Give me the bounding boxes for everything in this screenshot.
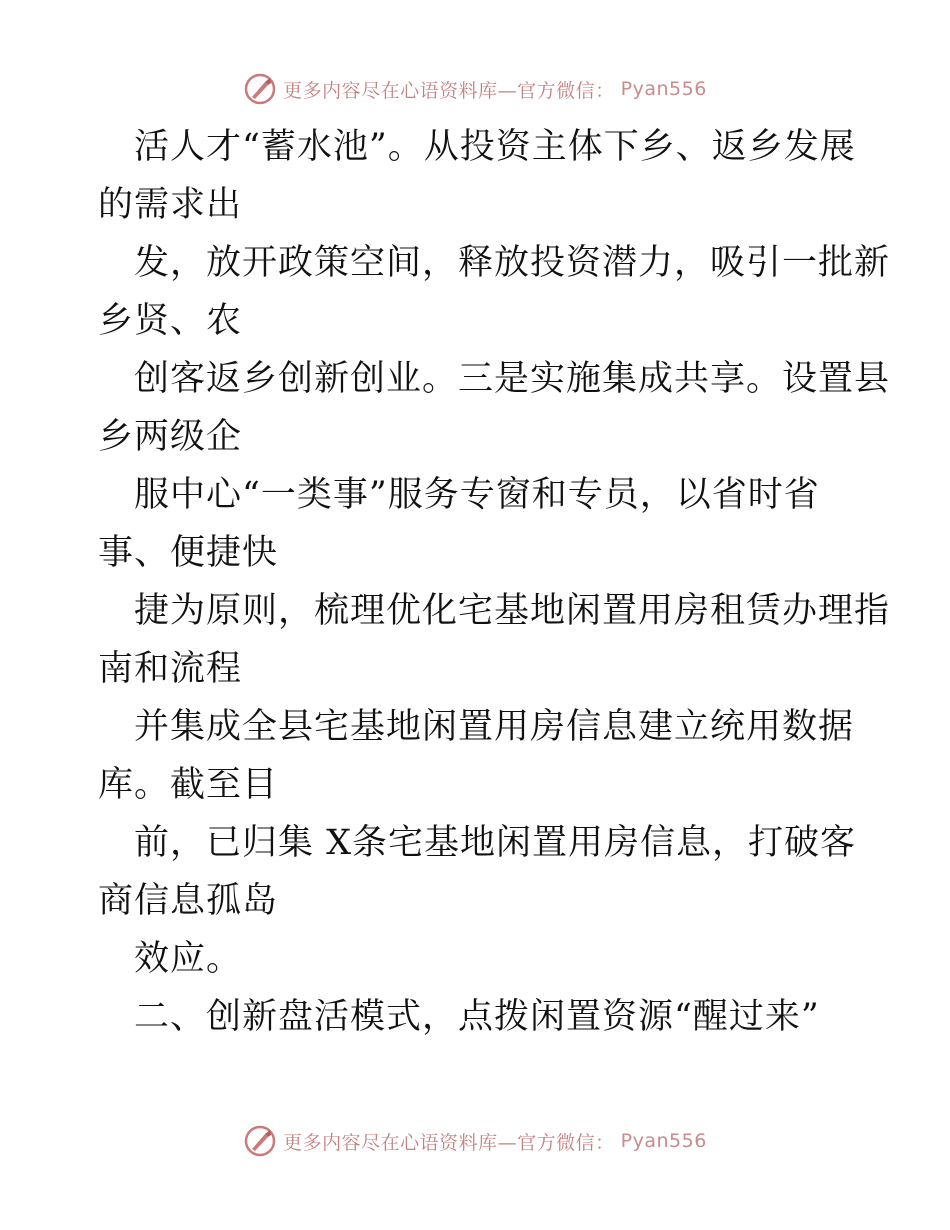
body-line: 乡两级企 — [98, 417, 243, 457]
body-line: 乡贤、农 — [98, 301, 243, 341]
body-line: 捷为原则，梳理优化宅基地闲置用房租赁办理指 — [134, 591, 891, 631]
watermark-text: 更多内容尽在心语资料库—官方微信： — [283, 79, 615, 102]
body-line: 创客返乡创新创业。三是实施集成共享。设置县 — [134, 359, 891, 399]
body-line: 前，已归集 X条宅基地闲置用房信息，打破客 — [134, 823, 857, 863]
header-watermark — [0, 72, 950, 106]
section-heading: 二、创新盘活模式，点拨闲置资源“醒过来” — [134, 997, 820, 1037]
pen-nib-logo-icon — [243, 1124, 277, 1158]
footer-watermark — [0, 1124, 950, 1158]
pen-nib-logo-icon — [243, 72, 277, 106]
watermark-wechat-id: Pyan556 — [620, 78, 707, 100]
body-line: 的需求出 — [98, 185, 243, 225]
body-line: 商信息孤岛 — [98, 881, 279, 921]
body-line: 并集成全县宅基地闲置用房信息建立统用数据 — [134, 707, 855, 747]
body-line: 南和流程 — [98, 649, 243, 689]
body-line: 效应。 — [134, 939, 243, 979]
watermark-text: 更多内容尽在心语资料库—官方微信： — [283, 1131, 615, 1154]
body-line: 活人才“蓄水池”。从投资主体下乡、返乡发展 — [134, 127, 856, 167]
body-line: 库。截至目 — [98, 765, 279, 805]
body-line: 服中心“一类事”服务专窗和专员，以省时省 — [134, 475, 820, 515]
watermark-wechat-id: Pyan556 — [620, 1130, 707, 1152]
body-line: 发，放开政策空间，释放投资潜力，吸引一批新 — [134, 243, 891, 283]
body-line: 事、便捷快 — [98, 533, 279, 573]
